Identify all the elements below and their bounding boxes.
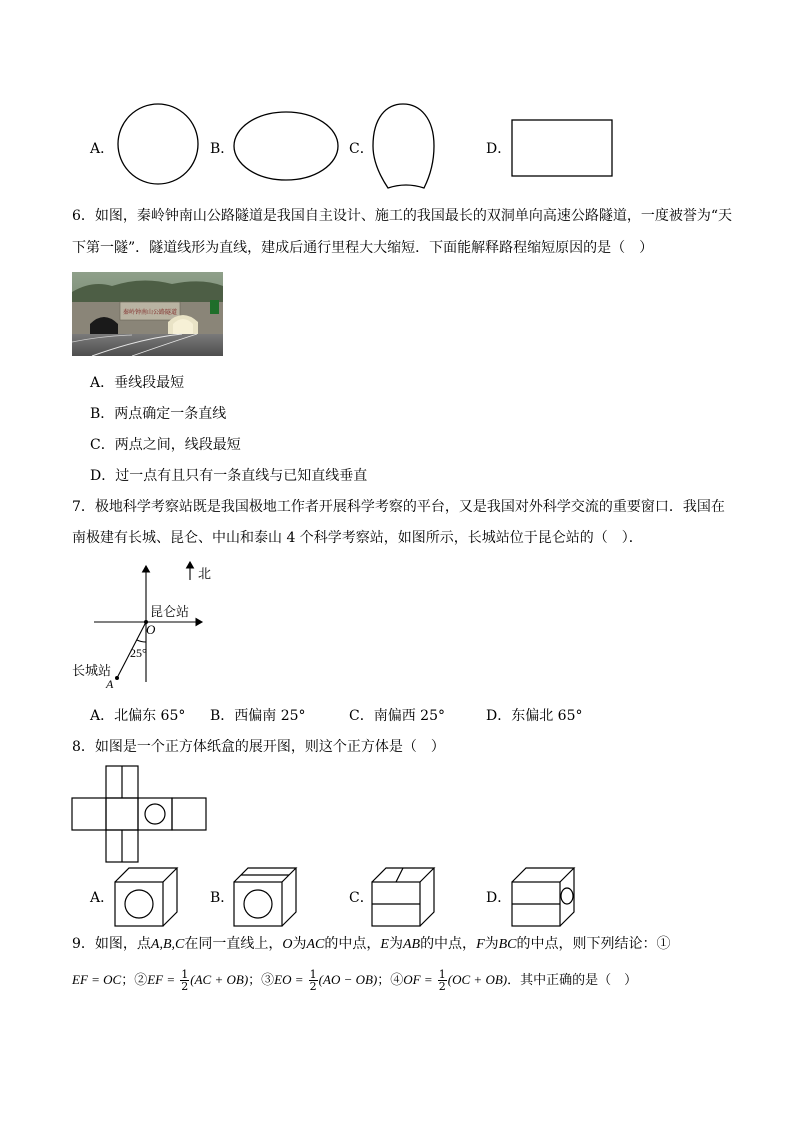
q8-option-b-label: B． (210, 890, 235, 906)
q9-stem-line1: 9．如图，点A,B,C在同一直线上，O为AC的中点，E为AB的中点，F为BC的中点，则下列结论：① (72, 936, 671, 952)
q8-option-a-label: A． (90, 890, 115, 906)
q5-option-b-ellipse (230, 108, 350, 184)
fraction-half: $\frac{1}{2}$ (181, 968, 189, 993)
q5-option-a-circle (110, 100, 210, 185)
q8-option-c-label: C． (349, 890, 374, 906)
angle-label: 25° (130, 646, 147, 660)
q7-stem-line2: 南极建有长城、昆仑、中山和泰山 4 个科学考察站，如图所示，长城站位于昆仑站的（ ）． (72, 530, 643, 546)
q5-option-d-label: D． (486, 141, 512, 157)
conclusion-2-lhs: EF = (147, 972, 176, 987)
q5-option-c-label: C． (349, 141, 374, 157)
fraction-half: $\frac{1}{2}$ (309, 968, 317, 993)
tunnel-sign-text: 秦岭钟南山公路隧道 (122, 310, 178, 316)
q6-option-c: C．两点之间，线段最短 (90, 437, 241, 453)
q9-stem-line2: EF = OC；②EF = $\frac{1}{2}$ (AC + OB)；③EO = $\frac{1}{2}$ (AO − OB)；④OF = $\frac{1}{2}$ (OC + OB)．其中正确的是（ ） (72, 968, 638, 993)
conclusion-4-lhs: OF = (403, 972, 433, 987)
point-a-label: A (106, 677, 114, 690)
point-a-dot (115, 676, 119, 680)
q7-option-c: C．南偏西 25° (349, 708, 445, 724)
q8-option-c-cube (370, 866, 438, 928)
q8-option-d-label: D． (486, 890, 512, 906)
q8-option-b-cube (232, 866, 300, 928)
great-wall-station-label: 长城站 (72, 663, 112, 678)
conclusion-3-lhs: EO = (274, 972, 304, 987)
q7-option-b: B．西偏南 25° (210, 708, 306, 724)
q5-option-c-arch (368, 100, 440, 192)
q7-option-d: D．东偏北 65° (486, 708, 583, 724)
q7-direction-figure (66, 558, 226, 690)
q8-option-a-cube (113, 866, 181, 928)
q7-option-a: A．北偏东 65° (90, 708, 186, 724)
tunnel-photo (72, 272, 223, 356)
point-o-label: O (146, 622, 156, 637)
q5-option-a-label: A． (90, 141, 115, 157)
q6-stem-line2: 下第一隧”．隧道线形为直线，建成后通行里程大大缩短．下面能解释路程缩短原因的是（ ） (72, 240, 654, 256)
q5-option-d-rectangle (510, 118, 616, 180)
conclusion-1: EF = OC (72, 972, 122, 987)
q5-option-b-label: B． (210, 141, 235, 157)
north-label: 北 (198, 566, 212, 581)
q6-option-b: B．两点确定一条直线 (90, 406, 227, 422)
q7-stem-line1: 7．极地科学考察站既是我国极地工作者开展科学考察的平台，又是我国对外科学交流的重要窗口．我国在 (72, 499, 725, 515)
q6-option-d: D．过一点有且只有一条直线与已知直线垂直 (90, 468, 368, 484)
conclusion-3-rhs: (AO − OB) (318, 972, 378, 987)
q6-option-a: A．垂线段最短 (90, 375, 185, 391)
q8-option-d-cube (510, 866, 578, 928)
q6-stem-line1: 6．如图，秦岭钟南山公路隧道是我国自主设计、施工的我国最长的双洞单向高速公路隧道，一度被誉为“天 (72, 208, 733, 224)
fraction-half: $\frac{1}{2}$ (438, 968, 446, 993)
kunlun-station-label: 昆仑站 (150, 604, 190, 619)
q8-stem: 8．如图是一个正方体纸盒的展开图，则这个正方体是（ ） (72, 739, 445, 755)
conclusion-2-rhs: (AC + OB) (190, 972, 249, 987)
cube-net-figure (70, 764, 208, 864)
conclusion-4-rhs: (OC + OB) (447, 972, 508, 987)
